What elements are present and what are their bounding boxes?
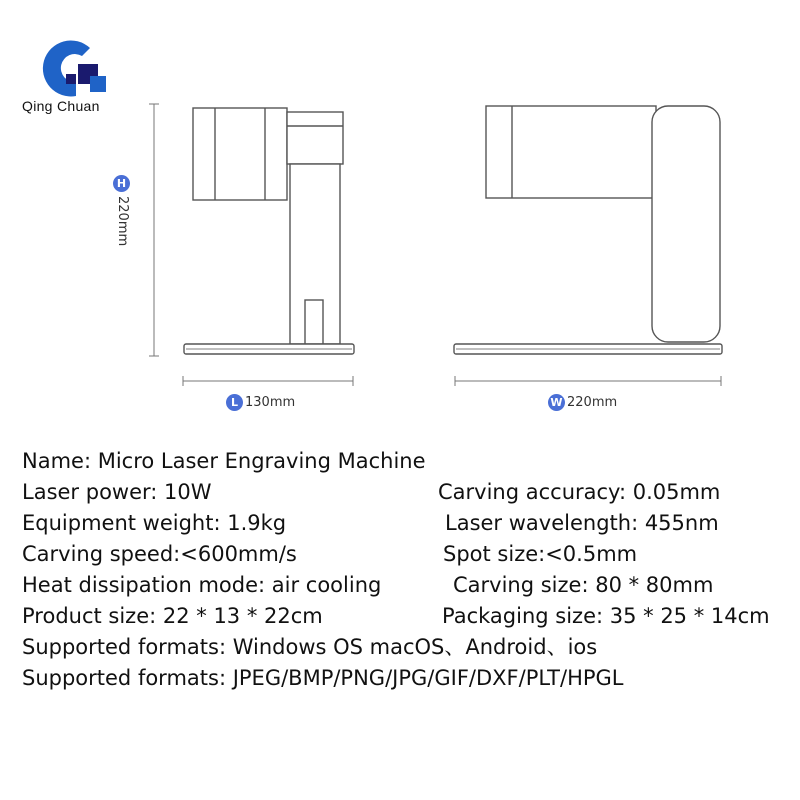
- height-badge: H: [113, 175, 130, 192]
- spec-row: [22, 539, 800, 570]
- spec-carving-accuracy: Carving accuracy: 0.05mm: [438, 480, 721, 504]
- front-view: [454, 106, 722, 354]
- front-column: [652, 106, 720, 342]
- spec-name: Name: Micro Laser Engraving Machine: [22, 449, 426, 473]
- spec-row: [22, 477, 800, 508]
- length-dimension-label: [226, 394, 295, 411]
- spec-heat-dissipation: Heat dissipation mode: air cooling: [22, 573, 382, 597]
- spec-laser-wavelength: Laser wavelength: 455nm: [445, 511, 719, 535]
- brand-name: Qing Chuan: [22, 98, 100, 114]
- spec-row: [22, 601, 800, 632]
- spec-name-row: [22, 446, 800, 477]
- spec-list: [22, 446, 800, 694]
- height-dimension-label: [113, 175, 132, 246]
- spec-product-size: Product size: 22 * 13 * 22cm: [22, 604, 323, 628]
- spec-formats-os: Supported formats: Windows OS macOS、Android、ios: [22, 635, 598, 659]
- side-arm: [287, 112, 343, 164]
- side-view: [184, 108, 354, 354]
- spec-carving-size: Carving size: 80 * 80mm: [453, 573, 714, 597]
- width-dimension-label: [548, 394, 617, 411]
- length-badge: L: [226, 394, 243, 411]
- spec-formats-os-row: [22, 632, 800, 663]
- spec-formats-files-row: [22, 663, 800, 694]
- spec-carving-speed: Carving speed:<600mm/s: [22, 542, 297, 566]
- width-badge: W: [548, 394, 565, 411]
- spec-row: [22, 508, 800, 539]
- side-laser-head: [193, 108, 287, 200]
- spec-equipment-weight: Equipment weight: 1.9kg: [22, 511, 287, 535]
- spec-formats-files: Supported formats: JPEG/BMP/PNG/JPG/GIF/DXF/PLT/HPGL: [22, 666, 624, 690]
- spec-laser-power: Laser power: 10W: [22, 480, 212, 504]
- width-value: 220mm: [567, 395, 618, 410]
- spec-row: [22, 570, 800, 601]
- spec-spot-size: Spot size:<0.5mm: [443, 542, 638, 566]
- spec-packaging-size: Packaging size: 35 * 25 * 14cm: [442, 604, 770, 628]
- side-column-slot: [305, 300, 323, 344]
- length-value: 130mm: [245, 395, 296, 410]
- height-value: 220mm: [115, 196, 130, 247]
